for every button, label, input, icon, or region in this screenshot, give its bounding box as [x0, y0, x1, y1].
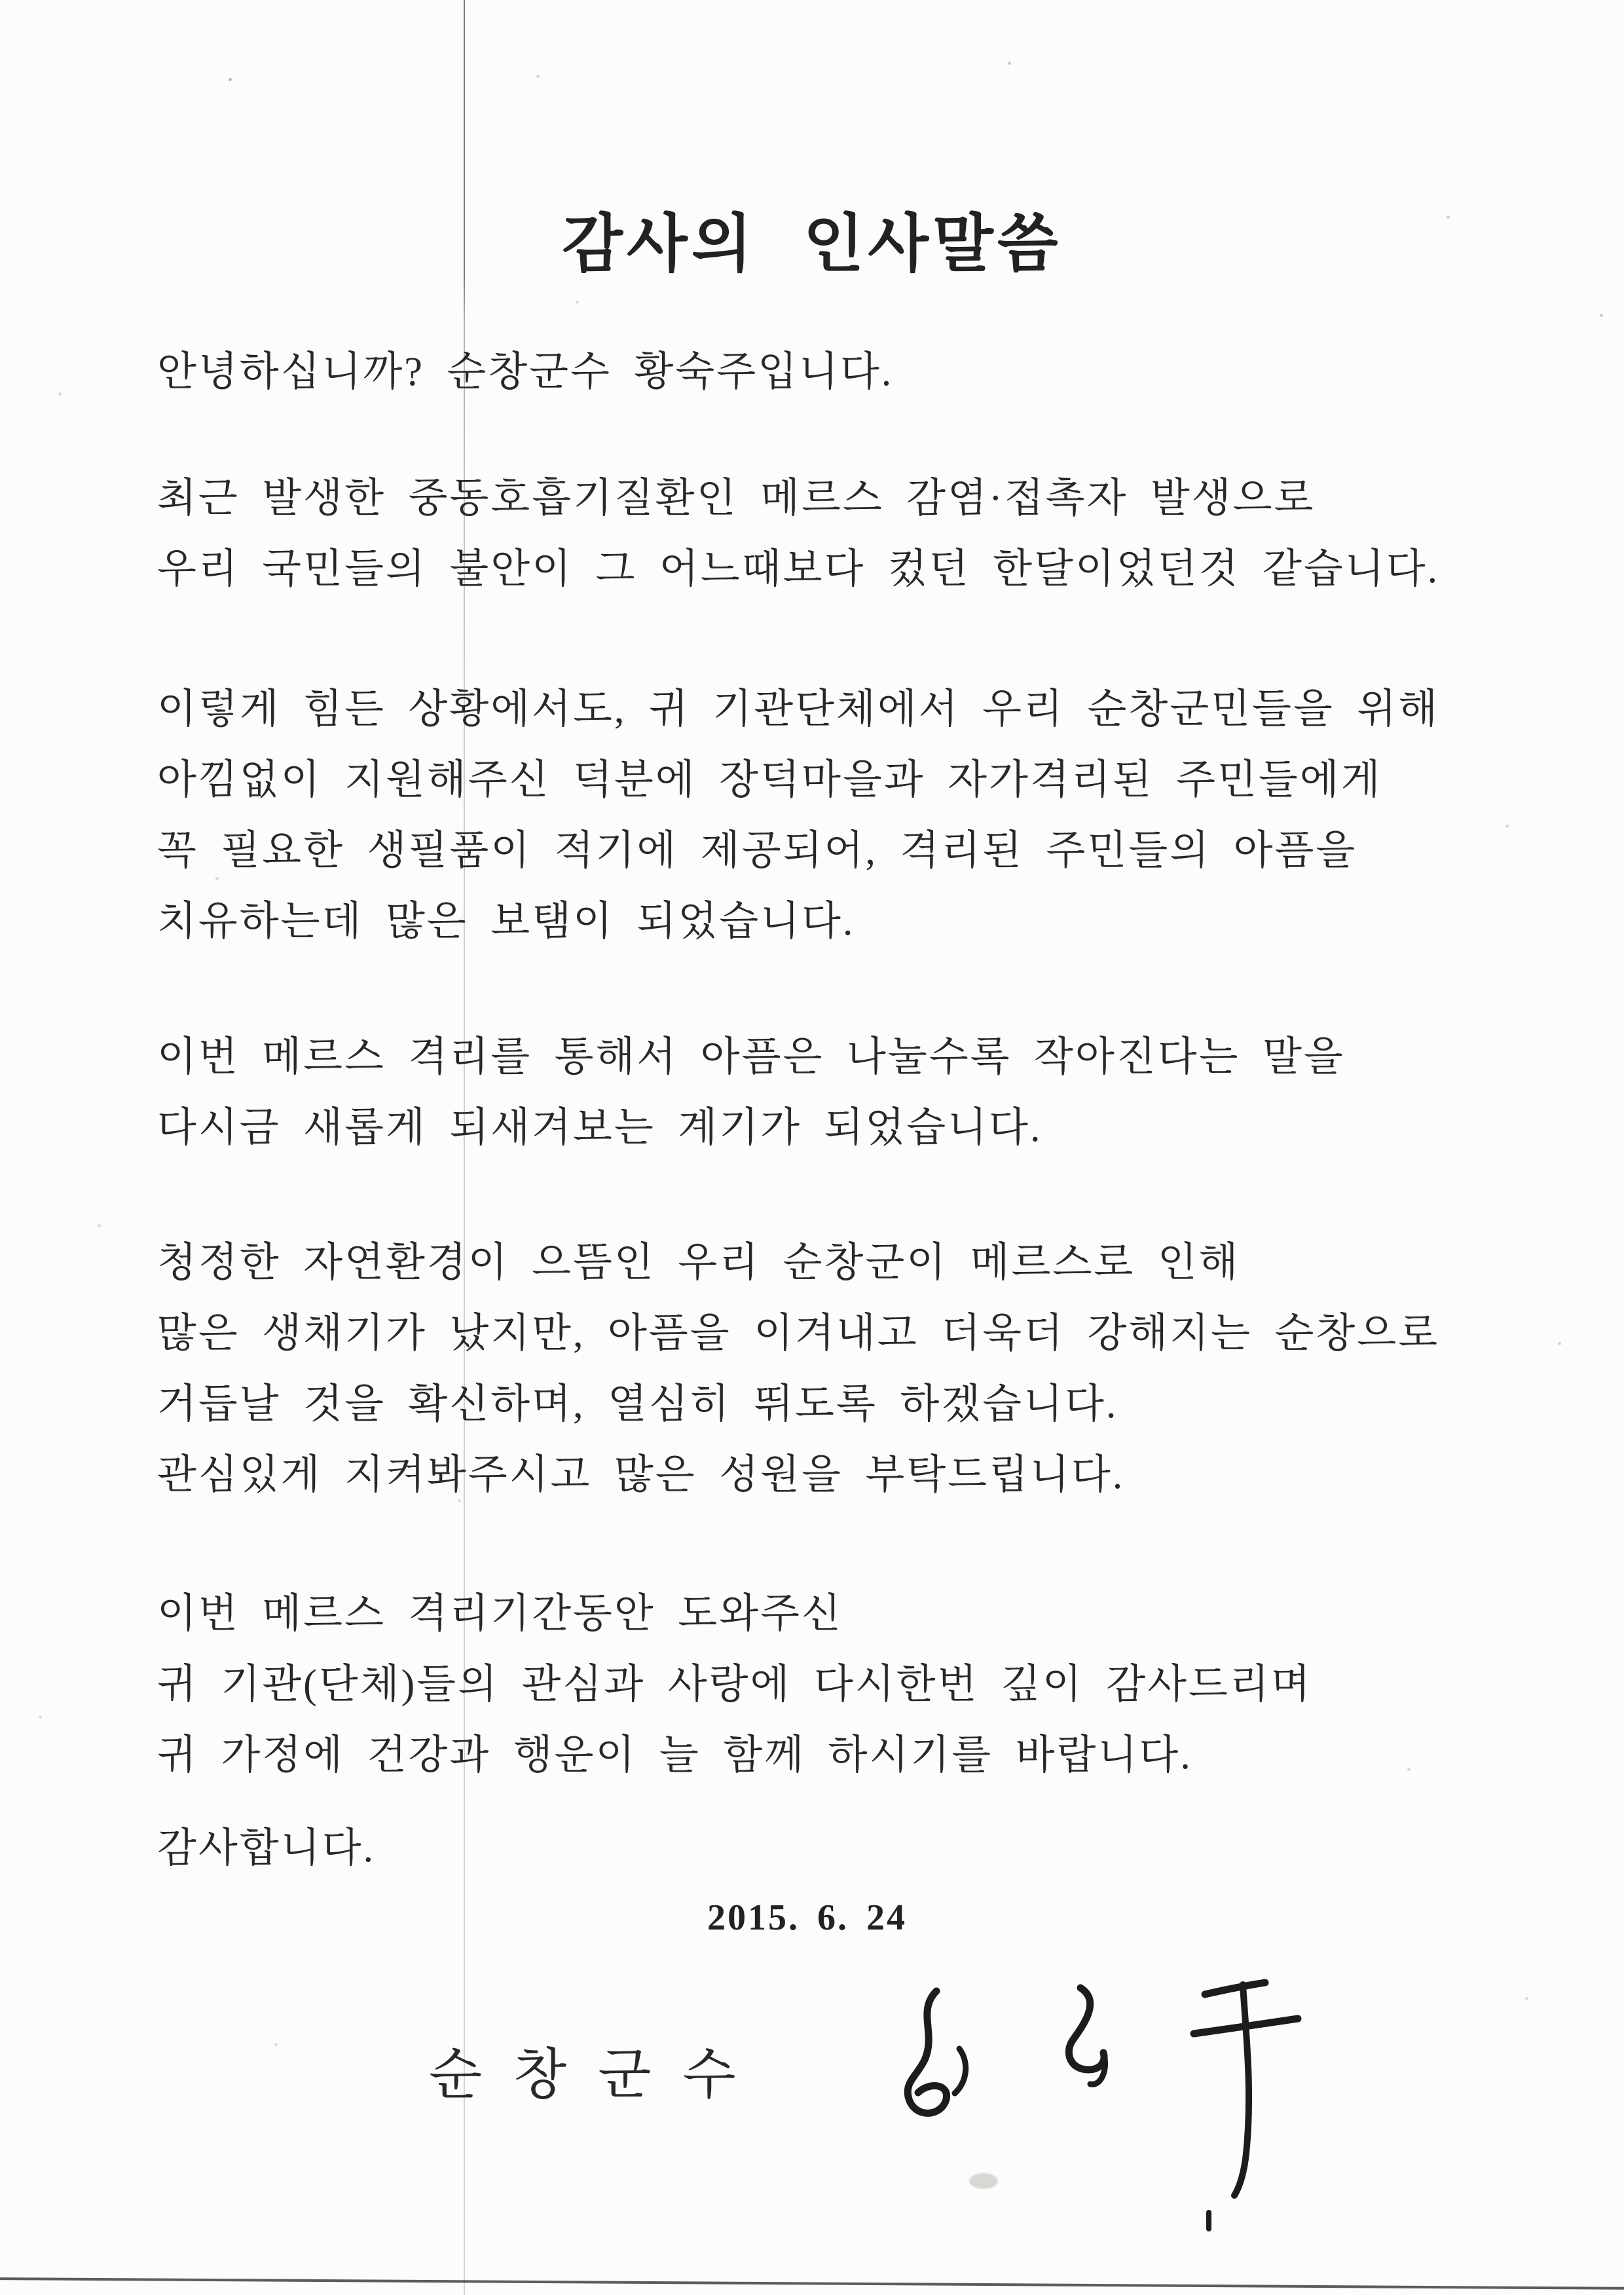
text-line: 꼭 필요한 생필품이 적기에 제공되어, 격리된 주민들의 아픔을	[157, 829, 1357, 873]
closing-line: 감사합니다.	[157, 1826, 375, 1871]
scan-noise-speckles	[0, 0, 2, 2]
text-line: 귀 가정에 건강과 행운이 늘 함께 하시기를 바랍니다.	[157, 1733, 1192, 1778]
text-line: 관심있게 지켜봐주시고 많은 성원을 부탁드립니다.	[157, 1453, 1125, 1497]
paragraph	[157, 337, 893, 407]
paragraph	[157, 674, 1439, 957]
signature-stroke	[1069, 1988, 1104, 2070]
signature-stroke	[1234, 1985, 1249, 2195]
text-line: 치유하는데 많은 보탬이 되었습니다.	[157, 899, 855, 944]
paragraph	[157, 463, 1439, 605]
text-line: 청정한 자연환경이 으뜸인 우리 순창군이 메르스로 인해	[157, 1241, 1240, 1285]
text-line: 다시금 새롭게 되새겨보는 계기가 되었습니다.	[157, 1106, 1043, 1150]
text-line: 이번 메르스 격리를 통해서 아픔은 나눌수록 작아진다는 말을	[157, 1035, 1345, 1079]
paragraph	[157, 1227, 1439, 1510]
text-line: 최근 발생한 중동호흡기질환인 메르스 감염·접촉자 발생으로	[157, 476, 1316, 521]
bottom-scan-line-artifact	[0, 2277, 1624, 2290]
paragraph	[157, 1578, 1312, 1791]
signature-stroke	[955, 2049, 966, 2093]
page-title: 감사의 인사말씀	[562, 209, 1062, 279]
signature-stroke	[908, 1991, 946, 2113]
signature-handwritten	[838, 1971, 1323, 2279]
text-line: 우리 국민들의 불안이 그 어느때보다 컸던 한달이었던것 같습니다.	[157, 547, 1440, 591]
paragraph	[157, 1022, 1345, 1163]
text-line: 많은 생채기가 났지만, 아픔을 이겨내고 더욱더 강해지는 순창으로	[157, 1311, 1440, 1356]
text-line: 안녕하십니까? 순창군수 황숙주입니다.	[157, 350, 894, 394]
text-line: 거듭날 것을 확신하며, 열심히 뛰도록 하겠습니다.	[157, 1382, 1118, 1427]
signer-title: 순창군수	[429, 2045, 767, 2106]
text-line: 아낌없이 지원해주신 덕분에 장덕마을과 자가격리된 주민들에게	[157, 758, 1382, 802]
text-line: 이렇게 힘든 상황에서도, 귀 기관단체에서 우리 순창군민들을 위해	[157, 687, 1440, 732]
signature-stroke	[1205, 1983, 1265, 1994]
date-line: 2015. 6. 24	[707, 1897, 907, 1938]
text-line: 이번 메르스 격리기간동안 도와주신	[157, 1592, 843, 1636]
text-line: 귀 기관(단체)들의 관심과 사랑에 다시한번 깊이 감사드리며	[157, 1662, 1312, 1707]
closing-paragraph	[157, 1813, 375, 1884]
scan-smudge	[969, 2173, 998, 2189]
